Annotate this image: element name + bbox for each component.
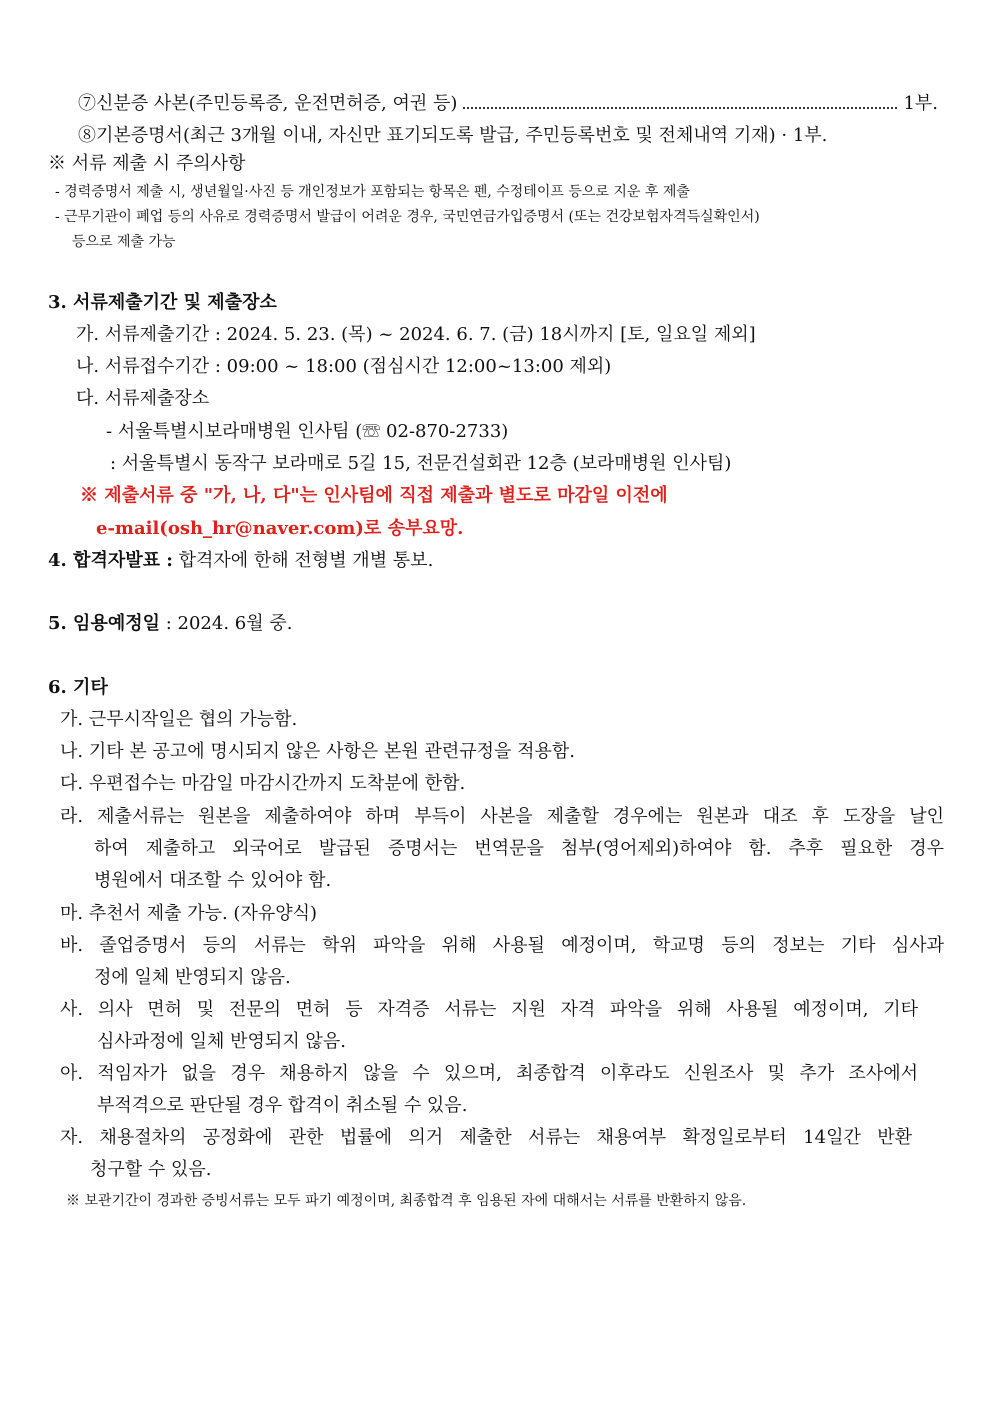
section-6-sa-line-1: 사. 의사 면허 및 전문의 면허 등 자격증 서류는 지원 자격 파악을 위해 사용될 예정이며, 기타 [60, 999, 918, 1020]
section-3-na: 나. 서류접수기간 : 09:00 ~ 18:00 (점심시간 12:00~13:00 제외) [76, 356, 612, 377]
doc-item-7 [78, 92, 938, 116]
section-6-ga: 가. 근무시작일은 협의 가능함. [60, 709, 298, 730]
section-6-a-line-1: 아. 적임자가 없을 경우 채용하지 않을 수 있으며, 최종합격 이후라도 신원조사 및 추가 조사에서 [60, 1063, 918, 1084]
caution-item-2b: 등으로 제출 가능 [72, 234, 176, 250]
section-4 [48, 549, 433, 573]
section-5-label: 5. 임용예정일 [48, 613, 160, 634]
section-6-da: 다. 우편접수는 마감일 마감시간까지 도착분에 한함. [60, 773, 466, 794]
doc-item-8-sep: · [781, 125, 788, 146]
section-6-ma: 마. 추천서 제출 가능. (자유양식) [60, 903, 318, 924]
section-5 [48, 612, 292, 636]
section-6-na: 나. 기타 본 공고에 명시되지 않은 사항은 본원 관련규정을 적용함. [60, 741, 576, 762]
caution-item-1: - 경력증명서 제출 시, 생년월일·사진 등 개인정보가 포함되는 항목은 펜, 수정테이프 등으로 지운 후 제출 [55, 184, 690, 200]
section-6-ja-line-2: 청구할 수 있음. [90, 1159, 212, 1180]
section-4-label: 4. 합격자발표 : [48, 550, 173, 571]
section-6-ra-line-1: 라. 제출서류는 원본을 제출하여야 하며 부득이 사본을 제출할 경우에는 원본과 대조 후 도장을 날인 [60, 806, 944, 827]
submission-place-1: - 서울특별시보라매병원 인사팀 (☏ 02-870-2733) [106, 421, 509, 442]
section-6-sa-line-2: 심사과정에 일체 반영되지 않음. [97, 1031, 346, 1052]
section-4-text: 합격자에 한해 전형별 개별 통보. [172, 550, 434, 571]
submission-place-2: : 서울특별시 동작구 보라매로 5길 15, 전문건설회관 12층 (보라매병원 인사팀) [110, 453, 732, 474]
section-6-ra-line-2: 하여 제출하고 외국어로 발급된 증명서는 번역문을 첨부(영어제외)하여야 함. 추후 필요한 경우 [94, 838, 944, 859]
section-6-title: 6. 기타 [48, 677, 108, 698]
section-6-ba-line-2: 정에 일체 반영되지 않음. [94, 967, 291, 988]
notice-line-2: e-mail(osh_hr@naver.com)로 송부요망. [96, 518, 464, 539]
caution-item-2a: - 근무기관이 폐업 등의 사유로 경력증명서 발급이 어려운 경우, 국민연금가입증명서 (또는 건강보험자격득실확인서) [55, 209, 760, 225]
section-6-ba-line-1: 바. 졸업증명서 등의 서류는 학위 파악을 위해 사용될 예정이며, 학교명 등의 정보는 기타 심사과 [60, 935, 944, 956]
caution-title: ※ 서류 제출 시 주의사항 [48, 153, 246, 174]
section-3-ga: 가. 서류제출기간 : 2024. 5. 23. (목) ~ 2024. 6. 7. (금) 18시까지 [토, 일요일 제외] [76, 324, 756, 345]
doc-item-8 [78, 124, 827, 148]
section-3-title: 3. 서류제출기간 및 제출장소 [48, 292, 277, 313]
doc-item-7-count: 1부. [903, 93, 938, 114]
section-5-text: : 2024. 6월 중. [160, 613, 293, 634]
section-6-ja-line-1: 자. 채용절차의 공정화에 관한 법률에 의거 제출한 서류는 채용여부 확정일로부터 14일간 반환 [60, 1127, 912, 1148]
notice-line-1: ※ 제출서류 중 "가, 나, 다"는 인사팀에 직접 제출과 별도로 마감일 이전에 [80, 485, 668, 506]
doc-item-7-text: ⑦신분증 사본(주민등록증, 운전면허증, 여권 등) [78, 93, 458, 114]
section-6-footnote: ※ 보관기간이 경과한 증빙서류는 모두 파기 예정이며, 최종합격 후 임용된 자에 대해서는 서류를 반환하지 않음. [66, 1193, 747, 1209]
dotted-leader [463, 106, 897, 109]
doc-item-8-count: 1부. [792, 125, 828, 146]
section-6-a-line-2: 부적격으로 판단될 경우 합격이 취소될 수 있음. [97, 1095, 468, 1116]
section-3-da: 다. 서류제출장소 [76, 388, 210, 409]
doc-item-8-text: ⑧기본증명서(최근 3개월 이내, 자신만 표기되도록 발급, 주민등록번호 및 전체내역 기재) [78, 125, 776, 146]
section-6-ra-line-3: 병원에서 대조할 수 있어야 함. [94, 870, 332, 891]
